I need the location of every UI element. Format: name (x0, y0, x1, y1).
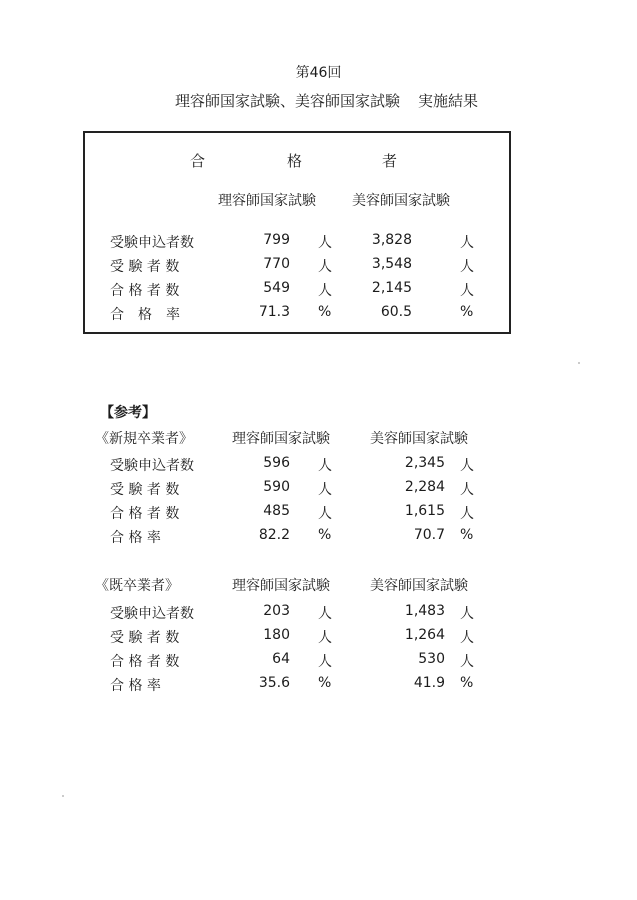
beautician-unit: 人 (460, 235, 474, 251)
barber-unit: % (318, 304, 332, 320)
barber-value: 35.6 (258, 675, 290, 691)
barber-unit: 人 (318, 283, 332, 299)
scan-speck (62, 795, 64, 797)
beautician-unit: 人 (460, 606, 474, 622)
barber-value: 799 (263, 232, 290, 248)
row-label: 合 格 率 (110, 678, 161, 694)
beautician-unit: 人 (460, 506, 474, 522)
beautician-unit: 人 (460, 259, 474, 275)
barber-value: 203 (263, 603, 290, 619)
beautician-value: 3,548 (371, 256, 412, 272)
barber-unit: 人 (318, 482, 332, 498)
barber-value: 590 (263, 479, 290, 495)
header-pass-char-1: 合 (190, 152, 206, 170)
barber-unit: % (318, 675, 332, 691)
exam-round-title: 第46回 (295, 65, 342, 81)
beautician-value: 2,284 (404, 479, 445, 495)
row-label: 受 験 者 数 (110, 630, 180, 646)
beautician-value: 2,345 (404, 455, 445, 471)
barber-value: 770 (263, 256, 290, 272)
document-title-main: 理容師国家試験、美容師国家試験 (175, 92, 401, 110)
barber-unit: 人 (318, 259, 332, 275)
row-label: 受 験 者 数 (110, 482, 180, 498)
main-col-beautician: 美容師国家試験 (352, 193, 450, 209)
reference-heading: 【参考】 (100, 405, 156, 421)
new-col-barber: 理容師国家試験 (232, 431, 330, 447)
document-title (175, 90, 478, 111)
row-label: 合 格 率 (110, 530, 161, 546)
barber-value: 64 (272, 651, 290, 667)
beautician-value: 530 (418, 651, 445, 667)
barber-value: 71.3 (258, 304, 290, 320)
beautician-value: 1,615 (404, 503, 445, 519)
beautician-unit: % (460, 527, 474, 543)
new-col-beautician: 美容師国家試験 (370, 431, 468, 447)
beautician-unit: 人 (460, 283, 474, 299)
new-graduates-title: 《新規卒業者》 (95, 431, 193, 447)
beautician-value: 1,483 (404, 603, 445, 619)
beautician-value: 70.7 (413, 527, 445, 543)
row-label: 合 格 者 数 (110, 506, 180, 522)
row-label: 合 格 率 (110, 307, 180, 323)
beautician-unit: 人 (460, 458, 474, 474)
barber-value: 82.2 (258, 527, 290, 543)
beautician-value: 41.9 (413, 675, 445, 691)
row-label: 受験申込者数 (110, 235, 194, 251)
barber-unit: 人 (318, 630, 332, 646)
beautician-unit: % (460, 304, 474, 320)
barber-unit: % (318, 527, 332, 543)
barber-unit: 人 (318, 606, 332, 622)
barber-unit: 人 (318, 506, 332, 522)
barber-value: 549 (263, 280, 290, 296)
beautician-value: 2,145 (371, 280, 412, 296)
barber-unit: 人 (318, 654, 332, 670)
row-label: 受験申込者数 (110, 606, 194, 622)
beautician-value: 60.5 (380, 304, 412, 320)
header-pass-char-2: 格 (287, 152, 303, 170)
scan-speck (578, 362, 580, 364)
barber-value: 596 (263, 455, 290, 471)
row-label: 受験申込者数 (110, 458, 194, 474)
beautician-value: 3,828 (371, 232, 412, 248)
row-label: 合 格 者 数 (110, 654, 180, 670)
barber-unit: 人 (318, 458, 332, 474)
main-col-barber: 理容師国家試験 (218, 193, 316, 209)
document-title-suffix: 実施結果 (418, 92, 479, 110)
beautician-value: 1,264 (404, 627, 445, 643)
barber-value: 485 (263, 503, 290, 519)
row-label: 合 格 者 数 (110, 283, 180, 299)
barber-unit: 人 (318, 235, 332, 251)
beautician-unit: 人 (460, 630, 474, 646)
past-col-beautician: 美容師国家試験 (370, 578, 468, 594)
beautician-unit: 人 (460, 482, 474, 498)
beautician-unit: 人 (460, 654, 474, 670)
beautician-unit: % (460, 675, 474, 691)
barber-value: 180 (263, 627, 290, 643)
row-label: 受 験 者 数 (110, 259, 180, 275)
past-col-barber: 理容師国家試験 (232, 578, 330, 594)
header-pass-char-3: 者 (382, 152, 398, 170)
past-graduates-title: 《既卒業者》 (95, 578, 179, 594)
